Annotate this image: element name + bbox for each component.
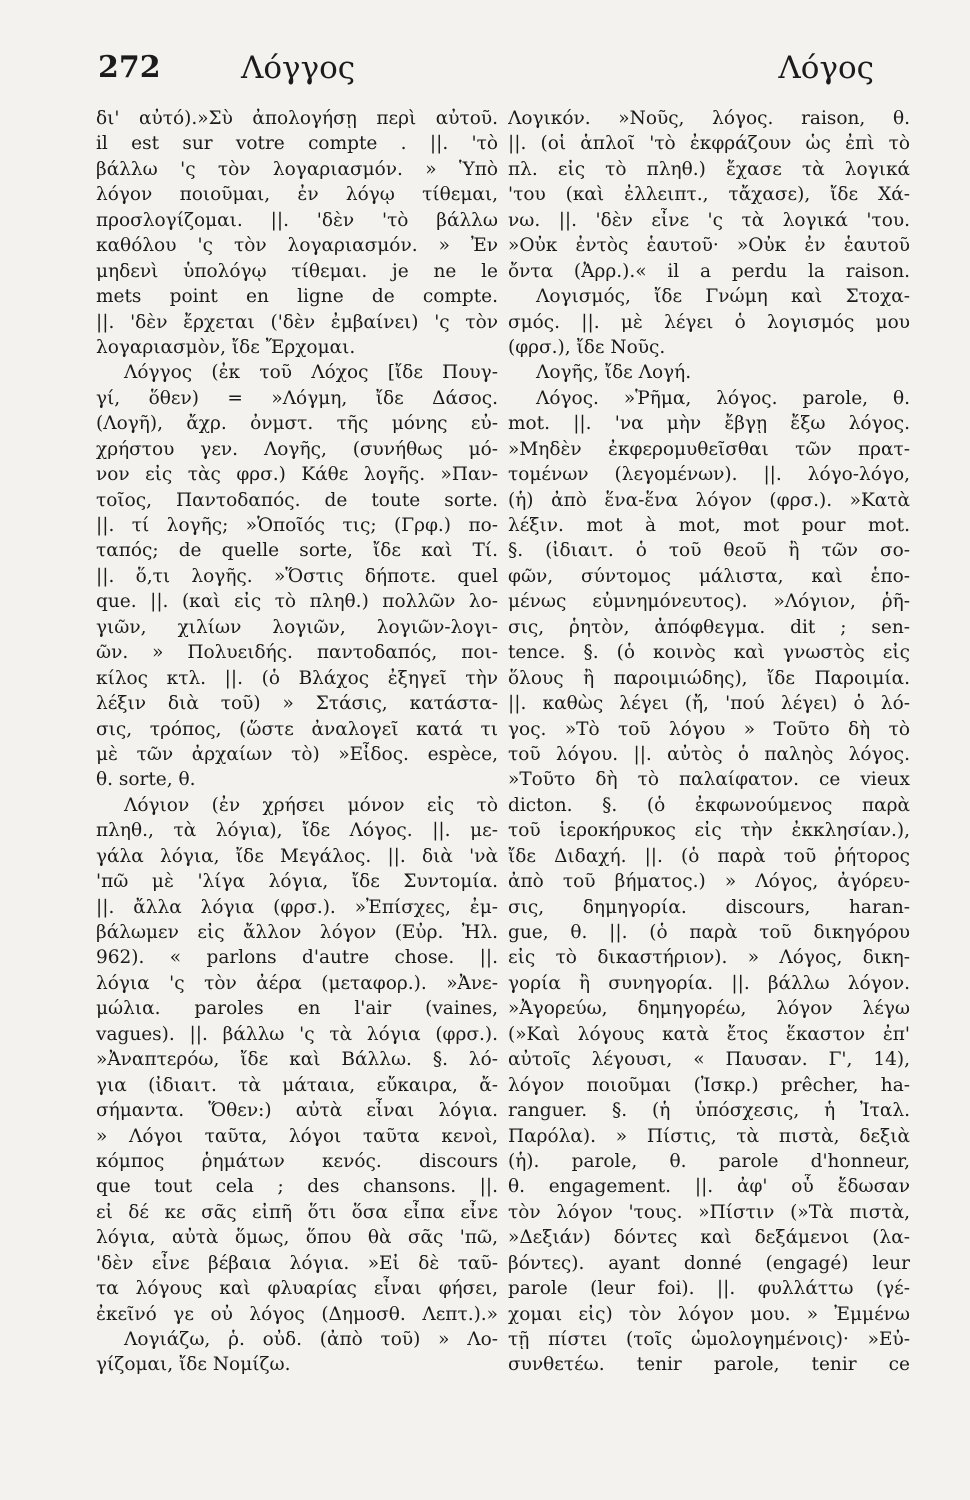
text-line: il est sur votre compte . ||. 'τὸ [96, 133, 498, 155]
text-line: τα λόγους καὶ φλυαρίας εἶναι φήσει, [96, 1278, 498, 1300]
text-line: ||. 'δὲν ἔρχεται ('δὲν ἐμβαίνει) 'ς τὸν [96, 311, 498, 333]
text-line: que. ||. (καὶ εἰς τὸ πληθ.) πολλῶν λο- [96, 591, 498, 613]
text-line: μένως εὐμνημόνευτος). »Λόγιον, ῥῆ- [508, 591, 910, 613]
page-number: 272 [98, 50, 161, 85]
text-line: τῇ πίστει (τοῖς ὡμολογημένοις)· »Εὐ- [508, 1329, 910, 1350]
text-line: ranguer. §. (ἡ ὑπόσχεσις, ἡ Ἰταλ. [508, 1100, 910, 1122]
text-line: χρήστου γεν. Λογῆς, (συνήθως μό- [96, 438, 498, 460]
text-line: αὐτοῖς λέγουσι, « Παυσαν. Γ', 14), [508, 1049, 910, 1071]
text-line: γίζομαι, ἴδε Νομίζω. [96, 1354, 291, 1376]
text-line: λόγια, αὐτὰ ὅμως, ὅπου θὰ σᾶς 'πῶ, [96, 1227, 498, 1249]
text-line: λέξιν διὰ τοῦ) » Στάσις, κατάστα- [96, 693, 498, 715]
text-line: Λόγος. »Ῥῆμα, λόγος. parole, θ. [536, 387, 910, 409]
text-line: (ἡ) ἀπὸ ἕνα-ἕνα λόγον (φρσ.). »Κατὰ [508, 489, 910, 511]
text-line: δι' αὐτό).»Σὺ ἀπολογήσῃ περὶ αὐτοῦ. [96, 108, 498, 129]
text-line: ἐκεῖνό γε οὐ λόγος (Δημοσθ. Λεπτ.).» [96, 1303, 498, 1325]
text-line: τοῖος, Παντοδαπός. de toute sorte. [96, 489, 498, 511]
text-line: »Ἀναπτερόω, ἴδε καὶ Βάλλω. §. λό- [96, 1049, 498, 1071]
text-line: »Δεξιάν) δόντες καὶ δεξάμενοι (λα- [508, 1227, 910, 1249]
text-line: τομένων (λεγομένων). ||. λόγο-λόγο, [508, 464, 910, 486]
text-line: (»Καὶ λόγους κατὰ ἔτος ἕκαστον ἐπ' [508, 1023, 910, 1045]
text-line: ||. (οἱ ἁπλοῖ 'τὸ ἐκφράζουν ὡς ἐπὶ τὸ [508, 133, 910, 155]
text-line: ὅλους ἢ παροιμιώδης), ἴδε Παροιμία. [508, 667, 910, 689]
left-column [96, 106, 498, 1378]
text-line: κίλος κτλ. ||. (ὁ Βλάχος ἐξηγεῖ τὴν [96, 667, 498, 689]
text-line: gue, θ. ||. (ὁ παρὰ τοῦ δικηγόρου [508, 922, 910, 943]
text-line: βάλλω 'ς τὸν λογαριασμόν. » Ὑπὸ [96, 158, 498, 180]
text-line: » Λόγοι ταῦτα, λόγοι ταῦτα κενοὶ, [96, 1125, 498, 1147]
text-line: »Οὐκ ἐντὸς ἑαυτοῦ· »Οὐκ ἐν ἑαυτοῦ [508, 235, 910, 257]
text-line: πληθ., τὰ λόγια), ἴδε Λόγος. ||. με- [96, 820, 498, 842]
text-line: §. (ἰδιαιτ. ὁ τοῦ θεοῦ ἢ τῶν σο- [508, 540, 910, 562]
text-line: »Μηδὲν ἐκφερομυθεῖσθαι τῶν πρατ- [508, 438, 910, 460]
text-line: λόγια 'ς τὸν ἀέρα (μεταφορ.). »Ἀνε- [96, 972, 498, 994]
text-line: καθόλου 'ς τὸν λογαριασμόν. » Ἐν [96, 235, 498, 257]
text-line: εἰ δέ κε σᾶς εἰπῆ ὅτι ὅσα εἶπα εἶνε [96, 1201, 498, 1223]
text-line: ῶν. » Πολυειδής. παντοδαπός, ποι- [96, 642, 498, 664]
text-line: για (ἰδιαιτ. τὰ μάταια, εὔκαιρα, ἄ- [96, 1074, 498, 1096]
text-line: γί, ὅθεν) = »Λόγμη, ἴδε Δάσος. [96, 387, 498, 409]
text-line: ||. τί λογῆς; »Ὁποῖός τις; (Γρφ.) πο- [96, 515, 498, 536]
text-line: Λογικόν. »Νοῦς, λόγος. raison, θ. [508, 108, 910, 129]
text-line: ταπός; de quelle sorte, ἴδε καὶ Τί. [96, 540, 498, 562]
text-line: Παρόλα). » Πίστις, τὰ πιστὰ, δεξιὰ [508, 1125, 910, 1147]
text-line: φῶν, σύντομος μάλιστα, καὶ ἑπο- [508, 565, 910, 587]
running-header [96, 50, 926, 100]
text-line: que tout cela ; des chansons. ||. [96, 1176, 498, 1198]
text-line: Λόγγος (ἐκ τοῦ Λόχος [ἴδε Πουγ- [124, 362, 498, 384]
text-line: σμός. ||. μὲ λέγει ὁ λογισμός μου [508, 311, 910, 333]
text-line: 'του (καὶ ἐλλειπτ., τἄχασε), ἴδε Χά- [508, 184, 910, 206]
text-line: πλ. εἰς τὸ πληθ.) ἔχασε τὰ λογικά [508, 158, 910, 180]
text-line: τὸν λόγον 'τους. »Πίστιν (»Τὰ πιστὰ, [508, 1201, 910, 1223]
left-guide-word: Λόγγος [241, 50, 356, 86]
text-line: »Τοῦτο δὴ τὸ παλαίφατον. ce vieux [508, 769, 910, 791]
text-line: λόγον ποιοῦμαι, ἐν λόγῳ τίθεμαι, [96, 184, 498, 206]
text-line: tence. §. (ὁ κοινὸς καὶ γνωστὸς εἰς [508, 642, 910, 664]
text-line: σις, δημηγορία. discours, haran- [508, 896, 910, 918]
text-line: μώλια. paroles en l'air (vaines, [96, 998, 498, 1020]
text-line: σήμαντα. Ὅθεν:) αὐτὰ εἶναι λόγια. [96, 1100, 498, 1122]
text-line: ||. ὅ,τι λογῆς. »Ὅστις δήποτε. quel [96, 565, 498, 587]
text-line: (Λογῆ), ἄχρ. ὀνμστ. τῆς μόνης εὐ- [96, 413, 498, 435]
text-line: 'δὲν εἶνε βέβαια λόγια. »Εἰ δὲ ταῦ- [96, 1252, 498, 1274]
text-line: mets point en ligne de compte. [96, 286, 498, 308]
text-line: vagues). ||. βάλλω 'ς τὰ λόγια (φρσ.). [96, 1023, 498, 1045]
text-line: μὲ τῶν ἀρχαίων τὸ) »Εἶδος. espèce, [96, 743, 498, 765]
text-line: μηδενὶ ὑπολόγῳ τίθεμαι. je ne le [96, 260, 498, 282]
text-line: κόμπος ῥημάτων κενός. discours [96, 1150, 498, 1172]
text-line: προσλογίζομαι. ||. 'δὲν 'τὸ βάλλω [96, 209, 498, 231]
text-line: τοῦ ἱεροκήρυκος εἰς τὴν ἐκκλησίαν.), [508, 820, 910, 842]
text-line: Λογῆς, ἴδε Λογή. [536, 362, 692, 384]
text-line: γορία ἢ συνηγορία. ||. βάλλω λόγον. [508, 972, 910, 994]
text-line: τοῦ λόγου. ||. αὐτὸς ὁ παληὸς λόγος. [508, 743, 910, 765]
text-line: parole (leur foi). ||. φυλλάττω (γέ- [508, 1278, 910, 1300]
text-line: ὄντα (Ἀρρ.).« il a perdu la raison. [508, 260, 910, 282]
text-line: γάλα λόγια, ἴδε Μεγάλος. ||. διὰ 'νὰ [96, 845, 498, 867]
text-line: (ἡ). parole, θ. parole d'honneur, [508, 1150, 910, 1172]
text-line: βάλωμεν εἰς ἄλλον λόγον (Εὐρ. Ἠλ. [96, 922, 498, 943]
text-line: θ. engagement. ||. ἀφ' οὗ ἔδωσαν [508, 1176, 910, 1198]
text-line: ||. καθὼς λέγει (ἤ, 'πού λέγει) ὁ λό- [508, 693, 910, 715]
text-line: λέξιν. mot à mot, mot pour mot. [508, 515, 910, 536]
text-line: συνθετέω. tenir parole, tenir ce [508, 1354, 910, 1376]
text-line: (φρσ.), ἴδε Νοῦς. [508, 336, 666, 358]
right-column [508, 106, 910, 1378]
text-line: ἀπὸ τοῦ βήματος.) » Λόγος, ἀγόρευ- [508, 871, 910, 893]
right-guide-word: Λόγος [778, 50, 874, 86]
text-line: βόντες). ayant donné (engagé) leur [508, 1252, 910, 1274]
text-line: χομαι εἰς) τὸν λόγον μου. » Ἐμμένω [508, 1303, 910, 1325]
text-line: θ. sorte, θ. [96, 769, 196, 791]
text-line: γος. »Τὸ τοῦ λόγου » Τοῦτο δὴ τὸ [508, 718, 910, 740]
text-line: νω. ||. 'δὲν εἶνε 'ς τὰ λογικά 'του. [508, 209, 910, 231]
text-line: 962). « parlons d'autre chose. ||. [96, 947, 498, 969]
text-line: εἰς τὸ δικαστήριον). » Λόγος, δικη- [508, 947, 910, 969]
text-line: λόγον ποιοῦμαι (Ἰσκρ.) prêcher, ha- [508, 1074, 910, 1096]
text-line: »Ἀγορεύω, δημηγορέω, λόγον λέγω [508, 998, 910, 1020]
text-line: σις, τρόπος, (ὥστε ἀναλογεῖ κατά τι [96, 718, 498, 740]
text-line: γιῶν, χιλίων λογιῶν, λογιῶν-λογι- [96, 616, 498, 638]
text-line: dicton. §. (ὁ ἐκφωνούμενος παρὰ [508, 794, 910, 816]
text-line: ||. ἄλλα λόγια (φρσ.). »Ἐπίσχες, ἐμ- [96, 896, 498, 918]
text-line: mot. ||. 'να μὴν ἔβγῃ ἔξω λόγος. [508, 413, 910, 435]
text-line: Λόγιον (ἐν χρήσει μόνον εἰς τὸ [124, 794, 498, 816]
text-line: λογαριασμὸν, ἴδε Ἔρχομαι. [96, 336, 356, 358]
text-line: Λογιάζω, ῥ. οὐδ. (ἀπὸ τοῦ) » Λο- [124, 1329, 498, 1350]
text-line: ἴδε Διδαχή. ||. (ὁ παρὰ τοῦ ῥήτορος [508, 845, 910, 867]
text-line: σις, ῥητὸν, ἀπόφθεγμα. dit ; sen- [508, 616, 910, 638]
text-line: Λογισμός, ἴδε Γνώμη καὶ Στοχα- [536, 286, 910, 308]
text-line: νον εἰς τὰς φρσ.) Κάθε λογῆς. »Παν- [96, 464, 498, 486]
text-line: 'πῶ μὲ 'λίγα λόγια, ἴδε Συντομία. [96, 871, 498, 893]
